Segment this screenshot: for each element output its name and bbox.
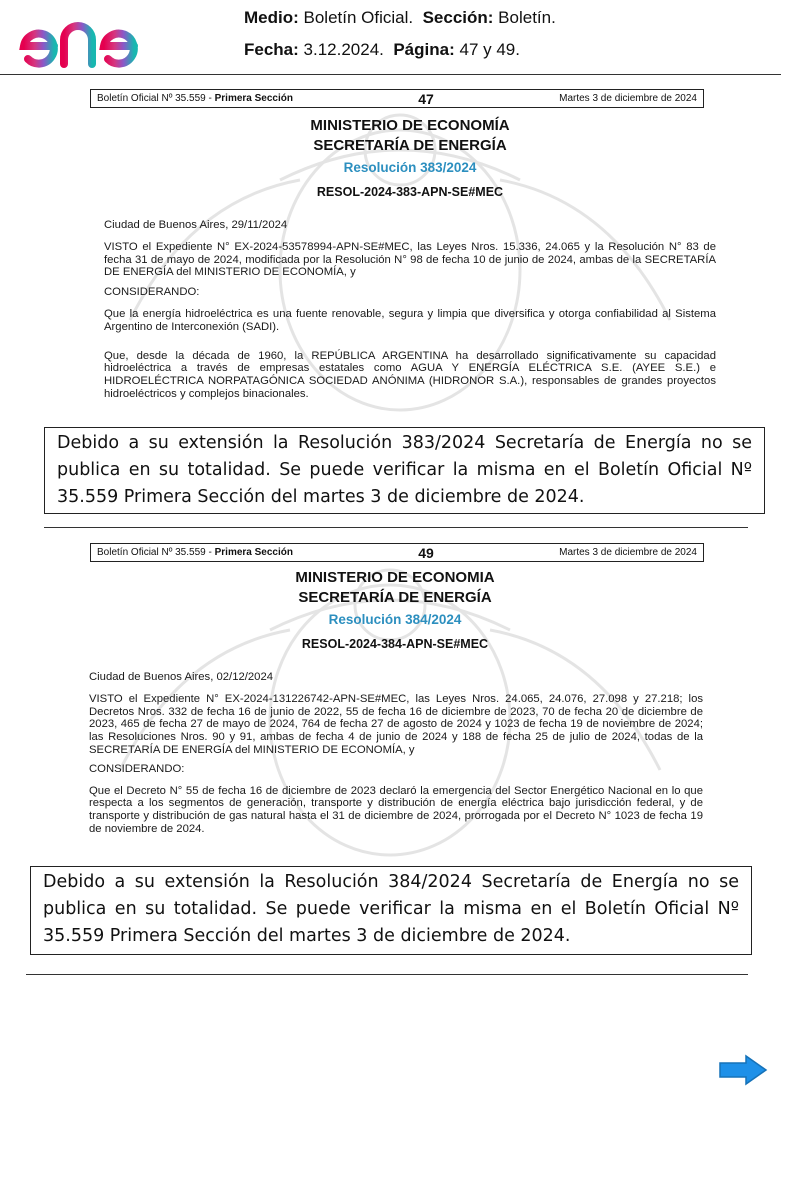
section-divider xyxy=(44,527,748,528)
city-date: Ciudad de Buenos Aires, 02/12/2024 xyxy=(89,671,274,683)
city-date: Ciudad de Buenos Aires, 29/11/2024 xyxy=(104,219,288,231)
bulletin-page-number: 47 xyxy=(418,90,434,107)
considerando-heading: CONSIDERANDO: xyxy=(104,286,200,299)
ministry-title: MINISTERIO DE ECONOMÍA xyxy=(310,117,510,134)
bulletin-header-bar xyxy=(90,543,704,562)
header-divider xyxy=(0,74,781,75)
resolution-title: Resolución 384/2024 xyxy=(328,612,462,627)
header-line-medio xyxy=(244,8,556,28)
medio-value: Boletín Oficial. xyxy=(303,8,414,27)
bulletin-date: Martes 3 de diciembre de 2024 xyxy=(559,93,697,104)
bulletin-issue: Boletín Oficial Nº 35.559 - Primera Sección xyxy=(97,93,293,104)
seccion-label: Sección: xyxy=(422,8,494,27)
visto-paragraph: VISTO el Expediente N° EX-2024-131226742-APN-SE#MEC, las Leyes Nros. 24.065, 24.076, 27.098 y 27.218; los Decretos Nros. 332 de fecha 16 de junio de 2022, 55 de fecha 16 de diciembre de 2023, 70 de fecha 20 de diciembre de 2023, 465 de fecha 27 de mayo de 2024, 764 de fecha 27 de agosto de 2024 y 1023 de fecha 19 de noviembre de 2024; las Resoluciones Nros. 90 y 91, ambas de fecha 4 de junio de 2024 y 188 de fecha 25 de julio de 2024, todas de la SECRETARÍA DE ENERGÍA del MINISTERIO DE ECONOMÍA, y xyxy=(89,692,703,756)
resolution-code: RESOL-2024-384-APN-SE#MEC xyxy=(301,637,489,651)
truncation-notice: Debido a su extensión la Resolución 383/2024 Secretaría de Energía no se publica en su totalidad. Se puede verificar la misma en el Boletín Oficial Nº 35.559 Primera Sección del martes 3 de diciembre de 2024. xyxy=(44,427,765,514)
enel-logo xyxy=(16,6,172,68)
considerando-heading: CONSIDERANDO: xyxy=(89,762,185,775)
next-page-arrow-icon[interactable] xyxy=(718,1054,768,1086)
resolution-heading xyxy=(195,568,595,651)
resolution-heading xyxy=(210,116,610,199)
pagina-label: Página: xyxy=(393,40,455,59)
visto-paragraph: VISTO el Expediente N° EX-2024-53578994-APN-SE#MEC, las Leyes Nros. 15.336, 24.065 y la Resolución N° 83 de fecha 31 de mayo de 2024, modificada por la Resolución N° 98 de fecha 10 de junio de 2024, ambas de la SECRETARÍA DE ENERGÍA del MINISTERIO DE ECONOMÍA, y xyxy=(104,240,716,279)
section-divider xyxy=(26,974,748,975)
bulletin-date: Martes 3 de diciembre de 2024 xyxy=(559,547,697,558)
body-paragraph: Que, desde la década de 1960, la REPÚBLICA ARGENTINA ha desarrollado significativamente su capacidad hidroeléctrica a través de empresas estatales como AGUA Y ENERGÍA ELÉCTRICA S.E. (AYEE S.E.) e HIDROELÉCTRICA NORPATAGÓNICA SOCIEDAD ANÓNIMA (HIDRONOR S.A.), responsables de grandes proyectos hidroeléctricos y complejos binacionales. xyxy=(104,349,716,400)
truncation-notice: Debido a su extensión la Resolución 384/2024 Secretaría de Energía no se publica en su totalidad. Se puede verificar la misma en el Boletín Oficial Nº 35.559 Primera Sección del martes 3 de diciembre de 2024. xyxy=(30,866,752,955)
bulletin-issue: Boletín Oficial Nº 35.559 - Primera Sección xyxy=(97,547,293,558)
body-paragraph: Que el Decreto N° 55 de fecha 16 de diciembre de 2023 declaró la emergencia del Sector Energético Nacional en lo que respecta a los segmentos de generación, transporte y distribución de energía eléctrica bajo jurisdicción federal, y de transporte y distribución de gas natural hasta el 31 de diciembre de 2024, prorrogada por el Decreto N° 1023 de fecha 19 de noviembre de 2024. xyxy=(89,784,703,835)
medio-label: Medio: xyxy=(244,8,299,27)
pagina-value: 47 y 49. xyxy=(459,40,520,59)
body-paragraph: Que la energía hidroeléctrica es una fuente renovable, segura y limpia que diversifica y otorga confiabilidad al Sistema Argentino de Interconexión (SADI). xyxy=(104,307,716,333)
fecha-value: 3.12.2024. xyxy=(303,40,384,59)
resolution-body xyxy=(89,671,703,836)
bulletin-header-bar xyxy=(90,89,704,108)
fecha-label: Fecha: xyxy=(244,40,299,59)
header-line-fecha xyxy=(244,40,520,60)
seccion-value: Boletín. xyxy=(498,8,556,27)
resolution-body xyxy=(104,219,716,401)
secretariat-title: SECRETARÍA DE ENERGÍA xyxy=(298,589,492,606)
secretariat-title: SECRETARÍA DE ENERGÍA xyxy=(313,137,507,154)
bulletin-page-number: 49 xyxy=(418,544,434,561)
ministry-title: MINISTERIO DE ECONOMIA xyxy=(295,569,495,586)
resolution-code: RESOL-2024-383-APN-SE#MEC xyxy=(316,185,504,199)
resolution-title: Resolución 383/2024 xyxy=(343,160,477,175)
